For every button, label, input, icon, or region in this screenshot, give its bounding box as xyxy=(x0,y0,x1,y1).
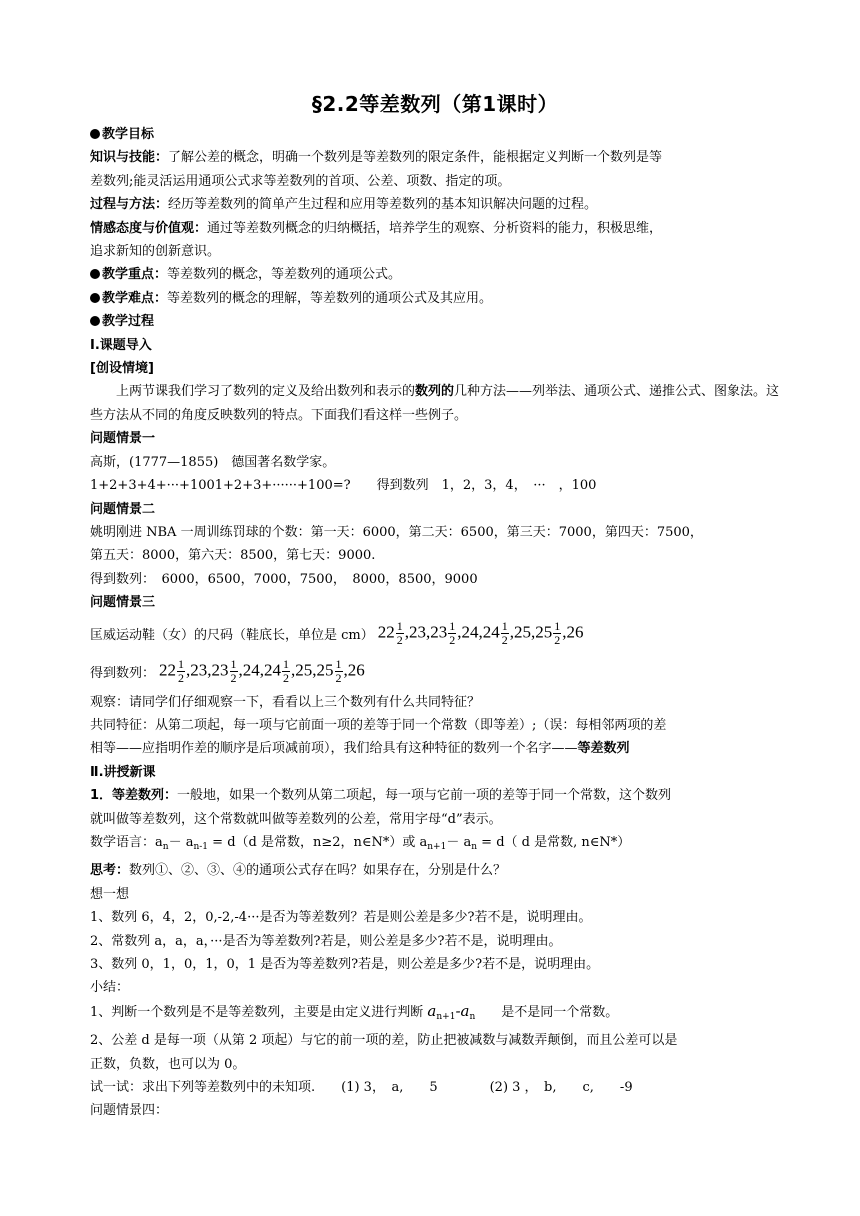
key-point: 教学重点：等差数列的概念，等差数列的通项公式。 xyxy=(90,263,780,286)
fraction-half: $\frac{1}{2}$ xyxy=(554,619,561,648)
difficulty-point: 教学难点：等差数列的概念的理解，等差数列的通项公式及其应用。 xyxy=(90,287,780,310)
question-2: 2、常数列 a，a，a，···是否为等差数列?若是，则公差是多少?若不是，说明理由。 xyxy=(90,933,562,949)
case2-line2: 第五天：8000，第六天：8500，第七天：9000. xyxy=(90,548,376,564)
document-page xyxy=(90,88,780,1123)
summary-2-cont: 正数，负数，也可以为 0。 xyxy=(90,1056,246,1072)
case2-line3: 得到数列： 6000，6500，7000，7500， 8000，8500，9000 xyxy=(90,571,478,587)
fraction-half: $\frac{1}{2}$ xyxy=(501,619,508,648)
scenario-heading: [创设情境] xyxy=(90,361,154,377)
shoe-size-sequence-result: 22 $\frac{1}{2}$ ,23,23 $\frac{1}{2}$ ,24,24 $\frac{1}{2}$ ,25,25 $\frac{1}{2}$ ,26 xyxy=(159,657,365,686)
case1-heading: 问题情景一 xyxy=(90,431,156,447)
section-intro-heading: Ⅰ.课题导入 xyxy=(90,337,152,353)
summary-heading: 小结： xyxy=(90,980,130,996)
bullet-icon xyxy=(90,269,100,279)
bullet-icon xyxy=(90,129,100,139)
objective-attitude-cont: 追求新知的创新意识。 xyxy=(90,244,221,260)
case2-line1: 姚明刚进 NBA 一周训练罚球的个数：第一天：6000，第二天：6500，第三天：7000，第四天：7500， xyxy=(90,524,703,540)
objective-knowledge: 知识与技能：了解公差的概念，明确一个数列是等差数列的限定条件，能根据定义判断一个数列是等 xyxy=(90,150,663,166)
question-3: 3、数列 0，1，0，1，0，1 是否为等差数列?若是，则公差是多少?若不是，说明理由。 xyxy=(90,957,600,972)
objective-process: 过程与方法：经历等差数列的简单产生过程和应用等差数列的基本知识解决问题的过程。 xyxy=(90,197,598,213)
question-1: 1、数列 6，4，2，0,-2,-4···是否为等差数列？若是则公差是多少?若不是，说明理由。 xyxy=(90,910,592,926)
bullet-icon xyxy=(90,316,100,326)
fraction-half: $\frac{1}{2}$ xyxy=(178,657,185,686)
definition-line2: 就叫做等差数列，这个常数就叫做等差数列的公差，常用字母“d”表示。 xyxy=(90,811,502,827)
math-language: 数学语言：$a_n- a_{n-1} = d(d$ 是常数，n≥2，n∈N*）或 $a_{n+1}- a_n = d$（ d 是常数, n∈N*） xyxy=(90,834,631,852)
case3-result-line: 得到数列： 22 $\frac{1}{2}$ ,23,23 $\frac{1}{2}$ ,24,24 $\frac{1}{2}$ ,25,25 $\frac{1}{2}$ ,26 xyxy=(90,657,365,686)
case3-desc-line: 匡威运动鞋（女）的尺码（鞋底长，单位是 cm） 22 $\frac{1}{2}$ ,23,23 $\frac{1}{2}$ ,24,24 $\frac{1}{2}$ ,25,25 $\frac{1}{2}$ ,26 xyxy=(90,619,584,648)
try-heading: 想一想 xyxy=(90,886,130,902)
objective-knowledge-cont: 差数列;能灵活运用通项公式求等差数列的首项、公差、项数、指定的项。 xyxy=(90,173,511,189)
fraction-half: $\frac{1}{2}$ xyxy=(283,657,290,686)
intro-paragraph: 上两节课我们学习了数列的定义及给出数列和表示的数列的几种方法——列举法、通项公式、递推公式、图象法。这些方法从不同的角度反映数列的特点。下面我们看这样一些例子。 xyxy=(90,384,780,423)
observe-line3: 相等——应指明作差的顺序是后项减前项），我们给具有这种特征的数列一个名字——等差数列 xyxy=(90,741,630,757)
case4-heading: 问题情景四： xyxy=(90,1103,169,1119)
trial-exercise: 试一试：求出下列等差数列中的未知项. (1) 3， a, 5 (2) 3 ， b, c, -9 xyxy=(90,1080,633,1096)
fraction-half: $\frac{1}{2}$ xyxy=(396,619,403,648)
case3-heading: 问题情景三 xyxy=(90,595,156,611)
objectives-heading: 教学目标 xyxy=(90,123,780,146)
case1-line2: 1+2+3+4+···+1001+2+3+······+100=? 得到数列 1，2，3，4， ··· ，100 xyxy=(90,478,597,494)
summary-1: 1、判断一个数列是不是等差数列，主要是由定义进行判断 $a_{n+1}-a_n$ 是不是同一个常数。 xyxy=(90,1001,619,1022)
bullet-icon xyxy=(90,293,100,303)
section-new-lesson-heading: Ⅱ.讲授新课 xyxy=(90,764,156,780)
fraction-half: $\frac{1}{2}$ xyxy=(449,619,456,648)
fraction-half: $\frac{1}{2}$ xyxy=(335,657,342,686)
summary-2: 2、公差 d 是每一项（从第 2 项起）与它的前一项的差，防止把被减数与减数弄颠倒，而且公差可以是 xyxy=(90,1033,678,1049)
page-title: §2.2等差数列（第1课时） xyxy=(311,92,559,116)
process-heading: 教学过程 xyxy=(90,310,780,333)
fraction-half: $\frac{1}{2}$ xyxy=(230,657,237,686)
observe-line1: 观察：请同学们仔细观察一下，看看以上三个数列有什么共同特征？ xyxy=(90,694,481,710)
think-question: 思考：数列①、②、③、④的通项公式存在吗？如果存在，分别是什么？ xyxy=(90,863,507,879)
case1-line1: 高斯，(1777—1855) 德国著名数学家。 xyxy=(90,454,336,470)
case2-heading: 问题情景二 xyxy=(90,501,156,517)
definition-line1: 1．等差数列：一般地，如果一个数列从第二项起，每一项与它前一项的差等于同一个常数，这个数列 xyxy=(90,788,672,804)
observe-line2: 共同特征：从第二项起，每一项与它前面一项的差等于同一个常数（即等差）;（误：每相邻两项的差 xyxy=(90,717,667,733)
shoe-size-sequence: 22 $\frac{1}{2}$ ,23,23 $\frac{1}{2}$ ,24,24 $\frac{1}{2}$ ,25,25 $\frac{1}{2}$ ,26 xyxy=(377,619,584,648)
objective-attitude: 情感态度与价值观：通过等差数列概念的归纳概括，培养学生的观察、分析资料的能力，积极思维， xyxy=(90,220,663,236)
